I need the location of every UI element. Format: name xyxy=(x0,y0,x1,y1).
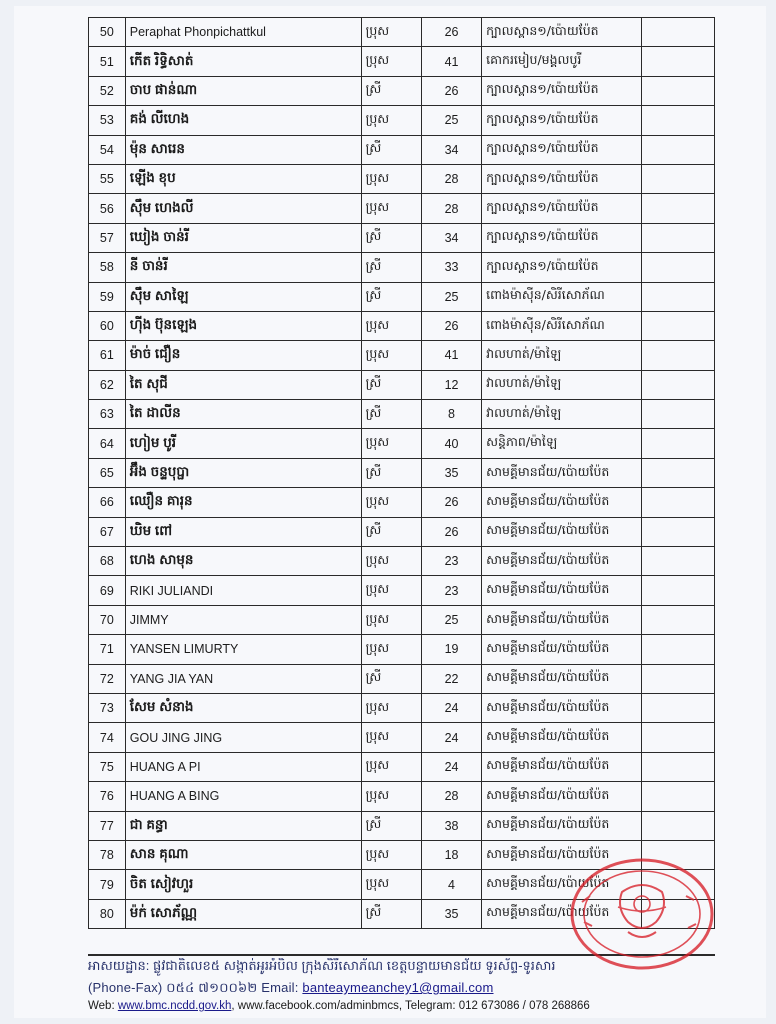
person-location: សាមគ្គីមានជ័យ/ប៉ោយប៉ែត xyxy=(482,723,642,752)
person-sex: ប្រុស xyxy=(361,106,421,135)
table-row xyxy=(89,400,715,429)
table-row xyxy=(89,752,715,781)
table-row xyxy=(89,282,715,311)
empty-cell xyxy=(642,605,715,634)
person-location: ក្បាលស្ពាន១/ប៉ោយប៉ែត xyxy=(482,164,642,193)
table-row xyxy=(89,253,715,282)
row-number: 50 xyxy=(89,18,126,47)
row-number: 51 xyxy=(89,47,126,76)
table-row xyxy=(89,488,715,517)
table-row xyxy=(89,164,715,193)
row-number: 58 xyxy=(89,253,126,282)
person-age: 12 xyxy=(421,370,481,399)
person-location: សាមគ្គីមានជ័យ/ប៉ោយប៉ែត xyxy=(482,605,642,634)
person-name: ជា គន្ធា xyxy=(125,811,361,840)
table-row xyxy=(89,605,715,634)
person-sex: ស្រី xyxy=(361,811,421,840)
person-sex: ប្រុស xyxy=(361,870,421,899)
person-name: ហេង សាមុន xyxy=(125,547,361,576)
row-number: 66 xyxy=(89,488,126,517)
roster-table xyxy=(88,17,715,929)
person-age: 25 xyxy=(421,106,481,135)
table-row xyxy=(89,370,715,399)
table-row xyxy=(89,194,715,223)
row-number: 79 xyxy=(89,870,126,899)
row-number: 53 xyxy=(89,106,126,135)
empty-cell xyxy=(642,693,715,722)
person-age: 28 xyxy=(421,194,481,223)
footer-web xyxy=(88,1000,728,1012)
person-sex: ស្រី xyxy=(361,223,421,252)
person-age: 24 xyxy=(421,693,481,722)
empty-cell xyxy=(642,253,715,282)
person-age: 26 xyxy=(421,76,481,105)
empty-cell xyxy=(642,223,715,252)
person-sex: ប្រុស xyxy=(361,635,421,664)
person-location: សន្តិភាព/ម៉ាឡៃ xyxy=(482,429,642,458)
person-name: សាន គុណា xyxy=(125,840,361,869)
person-name: Peraphat Phonpichattkul xyxy=(125,18,361,47)
person-sex: ប្រុស xyxy=(361,311,421,340)
person-name: កើត រិទ្ធិសាត់ xyxy=(125,47,361,76)
person-sex: ស្រី xyxy=(361,899,421,928)
person-name: YANG JIA YAN xyxy=(125,664,361,693)
person-location: វាលហាត់/ម៉ាឡៃ xyxy=(482,341,642,370)
person-sex: ស្រី xyxy=(361,517,421,546)
footer-phone: (Phone-Fax) ០៥៤ ៧១០០៦២ Email: xyxy=(88,980,299,995)
footer-facebook[interactable]: , www.facebook.com/adminbmcs xyxy=(231,1000,399,1012)
person-location: សាមគ្គីមានជ័យ/ប៉ោយប៉ែត xyxy=(482,458,642,487)
person-location: ក្បាលស្ពាន១/ប៉ោយប៉ែត xyxy=(482,223,642,252)
row-number: 74 xyxy=(89,723,126,752)
person-name: GOU JING JING xyxy=(125,723,361,752)
empty-cell xyxy=(642,341,715,370)
person-sex: ប្រុស xyxy=(361,341,421,370)
person-name: ឃៀង ចាន់រី xyxy=(125,223,361,252)
person-location: សាមគ្គីមានជ័យ/ប៉ោយប៉ែត xyxy=(482,547,642,576)
row-number: 71 xyxy=(89,635,126,664)
person-sex: ប្រុស xyxy=(361,693,421,722)
person-sex: ស្រី xyxy=(361,135,421,164)
person-name: គង់ លីហេង xyxy=(125,106,361,135)
empty-cell xyxy=(642,135,715,164)
person-name: ស៊ឹម ហេងលី xyxy=(125,194,361,223)
person-name: ហ៊ីង ប៊ុនឡេង xyxy=(125,311,361,340)
table-row xyxy=(89,635,715,664)
empty-cell xyxy=(642,400,715,429)
empty-cell xyxy=(642,517,715,546)
row-number: 67 xyxy=(89,517,126,546)
row-number: 72 xyxy=(89,664,126,693)
person-name: សែម សំនាង xyxy=(125,693,361,722)
table-row xyxy=(89,782,715,811)
empty-cell xyxy=(642,194,715,223)
person-age: 22 xyxy=(421,664,481,693)
person-sex: ស្រី xyxy=(361,76,421,105)
row-number: 62 xyxy=(89,370,126,399)
footer-web-link[interactable]: www.bmc.ncdd.gov.kh xyxy=(117,1000,232,1012)
person-sex: ប្រុស xyxy=(361,752,421,781)
person-name: ចិត សៀវហួរ xyxy=(125,870,361,899)
table-row xyxy=(89,429,715,458)
person-name: តៃ ដាលីន xyxy=(125,400,361,429)
person-location: សាមគ្គីមានជ័យ/ប៉ោយប៉ែត xyxy=(482,870,642,899)
person-name: ស៊ឹម សាឡៃ xyxy=(125,282,361,311)
table-row xyxy=(89,106,715,135)
person-sex: ប្រុស xyxy=(361,194,421,223)
table-row xyxy=(89,18,715,47)
person-age: 33 xyxy=(421,253,481,282)
person-location: សាមគ្គីមានជ័យ/ប៉ោយប៉ែត xyxy=(482,782,642,811)
person-age: 24 xyxy=(421,723,481,752)
table-row xyxy=(89,811,715,840)
table-row xyxy=(89,223,715,252)
person-sex: ប្រុស xyxy=(361,429,421,458)
person-location: សាមគ្គីមានជ័យ/ប៉ោយប៉ែត xyxy=(482,752,642,781)
person-name: ម៉ាច់ ជឿន xyxy=(125,341,361,370)
person-location: ក្បាលស្ពាន១/ប៉ោយប៉ែត xyxy=(482,253,642,282)
row-number: 60 xyxy=(89,311,126,340)
table-row xyxy=(89,135,715,164)
empty-cell xyxy=(642,458,715,487)
table-row xyxy=(89,664,715,693)
empty-cell xyxy=(642,782,715,811)
row-number: 61 xyxy=(89,341,126,370)
row-number: 78 xyxy=(89,840,126,869)
empty-cell xyxy=(642,76,715,105)
row-number: 59 xyxy=(89,282,126,311)
footer-web-label: Web: xyxy=(88,1000,115,1012)
person-age: 25 xyxy=(421,282,481,311)
official-stamp-seal xyxy=(562,852,718,970)
person-age: 23 xyxy=(421,576,481,605)
person-location: ក្បាលស្ពាន១/ប៉ោយប៉ែត xyxy=(482,194,642,223)
person-age: 41 xyxy=(421,341,481,370)
person-sex: ប្រុស xyxy=(361,488,421,517)
person-sex: ប្រុស xyxy=(361,782,421,811)
person-location: សាមគ្គីមានជ័យ/ប៉ោយប៉ែត xyxy=(482,635,642,664)
row-number: 73 xyxy=(89,693,126,722)
person-age: 26 xyxy=(421,18,481,47)
person-age: 41 xyxy=(421,47,481,76)
person-location: គោករមៀប/មង្គលបូរី xyxy=(482,47,642,76)
person-sex: ប្រុស xyxy=(361,18,421,47)
empty-cell xyxy=(642,18,715,47)
person-sex: ស្រី xyxy=(361,400,421,429)
person-name: អ៊ឹង ចន្ទបុប្ផា xyxy=(125,458,361,487)
empty-cell xyxy=(642,723,715,752)
person-age: 34 xyxy=(421,223,481,252)
row-number: 54 xyxy=(89,135,126,164)
person-sex: ប្រុស xyxy=(361,723,421,752)
empty-cell xyxy=(642,429,715,458)
person-sex: ប្រុស xyxy=(361,576,421,605)
empty-cell xyxy=(642,488,715,517)
table-row xyxy=(89,311,715,340)
person-age: 25 xyxy=(421,605,481,634)
table-row xyxy=(89,693,715,722)
person-age: 4 xyxy=(421,870,481,899)
person-age: 19 xyxy=(421,635,481,664)
empty-cell xyxy=(642,106,715,135)
row-number: 55 xyxy=(89,164,126,193)
empty-cell xyxy=(642,664,715,693)
person-name: HUANG A BING xyxy=(125,782,361,811)
person-age: 18 xyxy=(421,840,481,869)
footer-address: អាសយដ្ឋាន: ផ្លូវជាតិលេខ៥ សង្កាត់អូរអំបិល ក្រុងសិរីសោភ័ណ ខេត្តបន្ទាយមានជ័យ ទូរស័ព្ទ-ទូរសារ xyxy=(88,958,556,973)
row-number: 69 xyxy=(89,576,126,605)
row-number: 65 xyxy=(89,458,126,487)
person-location: វាលហាត់/ម៉ាឡៃ xyxy=(482,400,642,429)
person-sex: ប្រុស xyxy=(361,605,421,634)
person-sex: ស្រី xyxy=(361,458,421,487)
empty-cell xyxy=(642,547,715,576)
table-row xyxy=(89,576,715,605)
table-row xyxy=(89,547,715,576)
row-number: 80 xyxy=(89,899,126,928)
table-row xyxy=(89,517,715,546)
footer-telegram: , Telegram: 012 673086 / 078 268866 xyxy=(398,1000,590,1012)
person-age: 38 xyxy=(421,811,481,840)
person-age: 26 xyxy=(421,311,481,340)
empty-cell xyxy=(642,811,715,840)
roster-body xyxy=(89,18,715,929)
person-name: ហៀម បូរី xyxy=(125,429,361,458)
person-sex: ស្រី xyxy=(361,282,421,311)
empty-cell xyxy=(642,282,715,311)
person-age: 26 xyxy=(421,517,481,546)
person-name: ចាប ផាន់ណា xyxy=(125,76,361,105)
person-name: ម៉ុន សារេន xyxy=(125,135,361,164)
row-number: 63 xyxy=(89,400,126,429)
person-location: ពោងម៉ាស៊ីន/សិរីសោភ័ណ xyxy=(482,311,642,340)
person-sex: ប្រុស xyxy=(361,840,421,869)
empty-cell xyxy=(642,576,715,605)
person-name: នី ចាន់រី xyxy=(125,253,361,282)
person-name: YANSEN LIMURTY xyxy=(125,635,361,664)
person-location: ពោងម៉ាស៊ីន/សិរីសោភ័ណ xyxy=(482,282,642,311)
row-number: 56 xyxy=(89,194,126,223)
person-location: ក្បាលស្ពាន១/ប៉ោយប៉ែត xyxy=(482,76,642,105)
person-sex: ប្រុស xyxy=(361,164,421,193)
empty-cell xyxy=(642,370,715,399)
person-name: ម៉ក់ សោភ័ណ្ណ xyxy=(125,899,361,928)
person-location: សាមគ្គីមានជ័យ/ប៉ោយប៉ែត xyxy=(482,517,642,546)
row-number: 57 xyxy=(89,223,126,252)
person-location: ក្បាលស្ពាន១/ប៉ោយប៉ែត xyxy=(482,135,642,164)
person-age: 35 xyxy=(421,899,481,928)
empty-cell xyxy=(642,635,715,664)
person-location: វាលហាត់/ម៉ាឡៃ xyxy=(482,370,642,399)
person-age: 40 xyxy=(421,429,481,458)
person-name: ឈឿន គារុន xyxy=(125,488,361,517)
person-age: 28 xyxy=(421,164,481,193)
person-age: 24 xyxy=(421,752,481,781)
person-age: 26 xyxy=(421,488,481,517)
person-location: សាមគ្គីមានជ័យ/ប៉ោយប៉ែត xyxy=(482,693,642,722)
person-location: ក្បាលស្ពាន១/ប៉ោយប៉ែត xyxy=(482,106,642,135)
footer-contact xyxy=(88,980,728,999)
person-location: សាមគ្គីមានជ័យ/ប៉ោយប៉ែត xyxy=(482,840,642,869)
person-age: 28 xyxy=(421,782,481,811)
person-age: 35 xyxy=(421,458,481,487)
table-row xyxy=(89,341,715,370)
person-name: ឃិម ពៅ xyxy=(125,517,361,546)
person-location: ក្បាលស្ពាន១/ប៉ោយប៉ែត xyxy=(482,18,642,47)
person-sex: ប្រុស xyxy=(361,47,421,76)
row-number: 70 xyxy=(89,605,126,634)
empty-cell xyxy=(642,47,715,76)
person-sex: ស្រី xyxy=(361,253,421,282)
person-location: សាមគ្គីមានជ័យ/ប៉ោយប៉ែត xyxy=(482,576,642,605)
person-age: 8 xyxy=(421,400,481,429)
person-age: 23 xyxy=(421,547,481,576)
row-number: 76 xyxy=(89,782,126,811)
row-number: 77 xyxy=(89,811,126,840)
row-number: 52 xyxy=(89,76,126,105)
person-name: ឡើង ខុប xyxy=(125,164,361,193)
row-number: 68 xyxy=(89,547,126,576)
row-number: 75 xyxy=(89,752,126,781)
person-location: សាមគ្គីមានជ័យ/ប៉ោយប៉ែត xyxy=(482,899,642,928)
person-name: HUANG A PI xyxy=(125,752,361,781)
person-location: សាមគ្គីមានជ័យ/ប៉ោយប៉ែត xyxy=(482,488,642,517)
table-row xyxy=(89,76,715,105)
empty-cell xyxy=(642,164,715,193)
person-location: សាមគ្គីមានជ័យ/ប៉ោយប៉ែត xyxy=(482,664,642,693)
empty-cell xyxy=(642,311,715,340)
person-name: RIKI JULIANDI xyxy=(125,576,361,605)
person-sex: ប្រុស xyxy=(361,547,421,576)
table-row xyxy=(89,723,715,752)
person-sex: ស្រី xyxy=(361,664,421,693)
empty-cell xyxy=(642,752,715,781)
table-row xyxy=(89,47,715,76)
table-row xyxy=(89,458,715,487)
person-age: 34 xyxy=(421,135,481,164)
person-name: តៃ សុជី xyxy=(125,370,361,399)
person-sex: ស្រី xyxy=(361,370,421,399)
row-number: 64 xyxy=(89,429,126,458)
person-name: JIMMY xyxy=(125,605,361,634)
person-location: សាមគ្គីមានជ័យ/ប៉ោយប៉ែត xyxy=(482,811,642,840)
footer-email[interactable]: banteaymeanchey1@gmail.com xyxy=(302,980,494,995)
